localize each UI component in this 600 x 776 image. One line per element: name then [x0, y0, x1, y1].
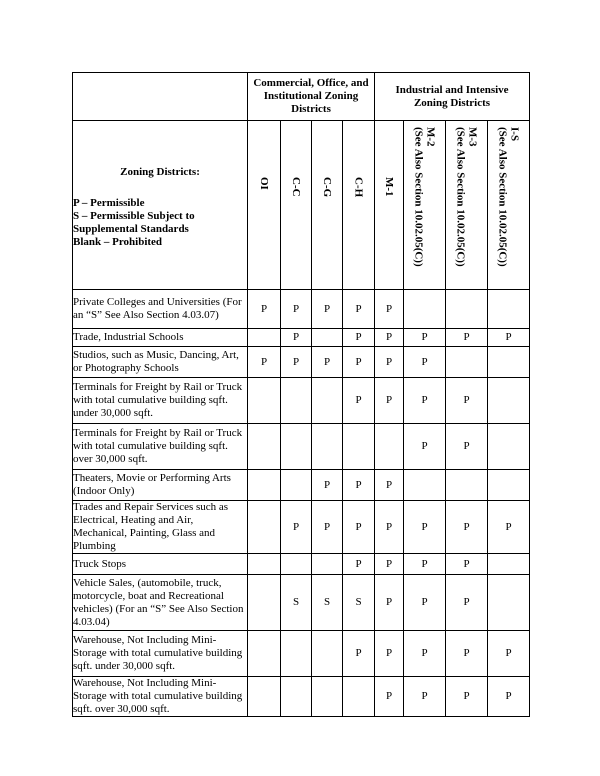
- table-row: [73, 501, 530, 554]
- commercial-group-header: [248, 73, 375, 121]
- blank-corner-cell: [73, 73, 248, 121]
- permission-cell: [488, 470, 530, 501]
- permission-cell: P: [375, 290, 404, 329]
- legend-title: Zoning Districts:: [120, 165, 200, 178]
- use-cell: Trade, Industrial Schools: [73, 329, 248, 347]
- col-label-m1: M-1: [383, 177, 395, 197]
- table-row: [73, 329, 530, 347]
- permission-cell: [281, 378, 312, 424]
- col-label-cc: C-C: [290, 177, 302, 197]
- permission-cell: S: [281, 575, 312, 631]
- permission-cell: P: [343, 554, 375, 575]
- permission-cell: S: [343, 575, 375, 631]
- use-cell: Vehicle Sales, (automobile, truck, motorcycle, boat and Recreational vehicles) (For an “S” See Also Section 4.03.04): [73, 575, 248, 631]
- permission-cell: P: [312, 347, 343, 378]
- permission-cell: [281, 677, 312, 717]
- permission-cell: [312, 677, 343, 717]
- zoning-table: [72, 72, 530, 717]
- permission-cell: [343, 677, 375, 717]
- col-header-m3: [446, 121, 488, 290]
- permission-cell: S: [312, 575, 343, 631]
- permission-cell: P: [281, 501, 312, 554]
- permission-cell: P: [488, 677, 530, 717]
- permission-cell: [248, 631, 281, 677]
- use-cell: Terminals for Freight by Rail or Truck with total cumulative building sqft. under 30,000 sqft.: [73, 378, 248, 424]
- permission-cell: P: [343, 501, 375, 554]
- permission-cell: P: [404, 347, 446, 378]
- permission-cell: [404, 290, 446, 329]
- group-header-row: [73, 73, 530, 121]
- permission-cell: P: [343, 378, 375, 424]
- permission-cell: [488, 424, 530, 470]
- permission-cell: P: [404, 424, 446, 470]
- col-header-cc: [281, 121, 312, 290]
- permission-cell: P: [446, 575, 488, 631]
- permission-cell: P: [343, 347, 375, 378]
- permission-cell: P: [404, 378, 446, 424]
- permission-cell: [248, 554, 281, 575]
- permission-cell: [281, 631, 312, 677]
- legend-lines: [73, 197, 247, 249]
- permission-cell: P: [446, 677, 488, 717]
- table-row: [73, 347, 530, 378]
- col-header-m1: [375, 121, 404, 290]
- permission-cell: P: [375, 470, 404, 501]
- table-row: [73, 677, 530, 717]
- permission-cell: [488, 290, 530, 329]
- permission-cell: P: [404, 554, 446, 575]
- permission-cell: [446, 347, 488, 378]
- legend-cell: [73, 121, 248, 290]
- col-header-cg: [312, 121, 343, 290]
- legend-line-supplemental: Supplemental Standards: [73, 222, 189, 235]
- permission-cell: P: [343, 470, 375, 501]
- permission-cell: [312, 378, 343, 424]
- permission-cell: P: [488, 329, 530, 347]
- permission-cell: P: [404, 677, 446, 717]
- legend-line-permissible: P – Permissible: [73, 196, 145, 209]
- permission-cell: P: [404, 501, 446, 554]
- permission-cell: P: [446, 378, 488, 424]
- permission-cell: P: [404, 575, 446, 631]
- industrial-group-header: [375, 73, 530, 121]
- use-cell: Theaters, Movie or Performing Arts (Indoor Only): [73, 470, 248, 501]
- permission-cell: [488, 575, 530, 631]
- permission-cell: P: [446, 631, 488, 677]
- table-row: [73, 424, 530, 470]
- permission-cell: P: [281, 347, 312, 378]
- permission-cell: P: [343, 631, 375, 677]
- permission-cell: P: [446, 424, 488, 470]
- table-row: [73, 290, 530, 329]
- permission-cell: [404, 470, 446, 501]
- permission-cell: P: [312, 290, 343, 329]
- col-label-cg: C-G: [321, 177, 333, 198]
- permission-cell: [375, 424, 404, 470]
- permission-cell: [488, 347, 530, 378]
- table-row: [73, 631, 530, 677]
- col-label-m2: M-2 (See Also Section 10.02.05(C)): [412, 127, 437, 267]
- permission-cell: P: [446, 554, 488, 575]
- col-header-oi: [248, 121, 281, 290]
- permission-cell: P: [248, 347, 281, 378]
- permission-cell: P: [488, 501, 530, 554]
- permission-cell: P: [375, 347, 404, 378]
- col-label-oi: OI: [258, 177, 270, 190]
- permission-cell: [312, 329, 343, 347]
- permission-cell: [248, 470, 281, 501]
- use-cell: Truck Stops: [73, 554, 248, 575]
- table-row: [73, 378, 530, 424]
- permission-cell: P: [404, 329, 446, 347]
- use-cell: Studios, such as Music, Dancing, Art, or Photography Schools: [73, 347, 248, 378]
- permission-cell: P: [343, 290, 375, 329]
- permission-cell: [312, 631, 343, 677]
- col-header-ch: [343, 121, 375, 290]
- use-cell: Private Colleges and Universities (For an “S” See Also Section 4.03.07): [73, 290, 248, 329]
- permission-cell: [343, 424, 375, 470]
- permission-cell: P: [281, 290, 312, 329]
- permission-cell: [312, 554, 343, 575]
- table-row: [73, 575, 530, 631]
- permission-cell: P: [375, 554, 404, 575]
- permission-cell: [248, 575, 281, 631]
- permission-cell: P: [312, 501, 343, 554]
- permission-cell: [248, 378, 281, 424]
- permission-cell: P: [375, 677, 404, 717]
- use-cell: Trades and Repair Services such as Electrical, Heating and Air, Mechanical, Painting, Glass and Plumbing: [73, 501, 248, 554]
- commercial-group-label: Commercial, Office, and Institutional Zoning Districts: [253, 77, 369, 115]
- legend-line-subject: S – Permissible Subject to: [73, 209, 195, 222]
- permission-cell: [312, 424, 343, 470]
- permission-cell: [488, 378, 530, 424]
- col-label-ch: C-H: [352, 177, 365, 198]
- use-cell: Warehouse, Not Including Mini-Storage with total cumulative building sqft. under 30,000 sqft.: [73, 631, 248, 677]
- permission-cell: P: [446, 501, 488, 554]
- permission-cell: [488, 554, 530, 575]
- permission-cell: [281, 424, 312, 470]
- permission-cell: P: [375, 378, 404, 424]
- permission-cell: P: [446, 329, 488, 347]
- permission-cell: P: [488, 631, 530, 677]
- permission-cell: [446, 470, 488, 501]
- table-row: [73, 554, 530, 575]
- permission-cell: P: [375, 575, 404, 631]
- permission-cell: [281, 554, 312, 575]
- permission-cell: P: [343, 329, 375, 347]
- use-cell: Warehouse, Not Including Mini-Storage with total cumulative building sqft. over 30,000 sqft.: [73, 677, 248, 717]
- legend-line-prohibited: Blank – Prohibited: [73, 235, 163, 248]
- permission-cell: [248, 329, 281, 347]
- col-label-is: I-S (See Also Section 10.02.05(C)): [496, 127, 521, 267]
- permission-cell: P: [404, 631, 446, 677]
- table-row: [73, 470, 530, 501]
- col-header-is: [488, 121, 530, 290]
- col-header-m2: [404, 121, 446, 290]
- permission-cell: P: [375, 329, 404, 347]
- column-header-row: [73, 121, 530, 290]
- permission-cell: P: [375, 501, 404, 554]
- permission-cell: [248, 501, 281, 554]
- permission-cell: [281, 470, 312, 501]
- permission-cell: P: [281, 329, 312, 347]
- permission-cell: [446, 290, 488, 329]
- permission-cell: [248, 424, 281, 470]
- col-label-m3: M-3 (See Also Section 10.02.05(C)): [454, 127, 479, 267]
- industrial-group-label: Industrial and Intensive Zoning Districts: [395, 83, 509, 109]
- permission-cell: P: [375, 631, 404, 677]
- permission-cell: P: [248, 290, 281, 329]
- permission-cell: P: [312, 470, 343, 501]
- permission-cell: [248, 677, 281, 717]
- use-cell: Terminals for Freight by Rail or Truck with total cumulative building sqft. over 30,000 sqft.: [73, 424, 248, 470]
